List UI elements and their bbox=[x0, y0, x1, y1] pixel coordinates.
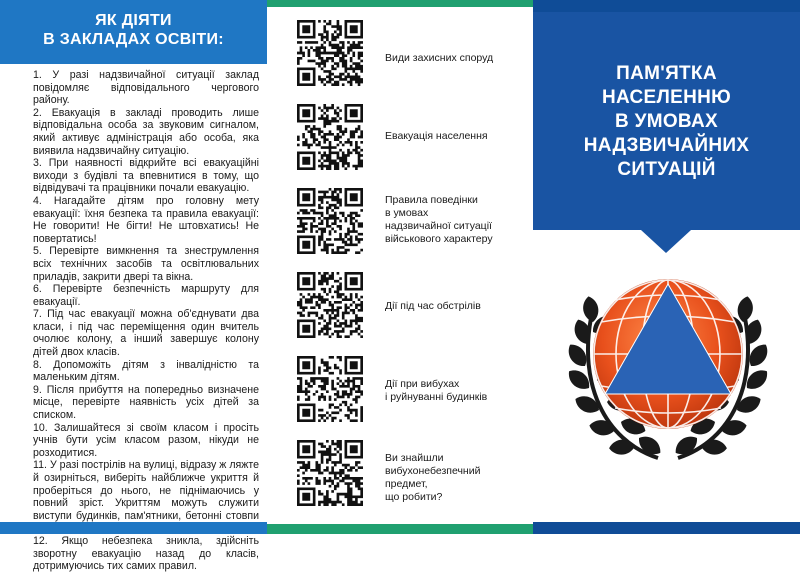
qr-code-icon[interactable] bbox=[297, 20, 363, 86]
instruction-item: 10. Залишайтеся зі своїм класом і просіть учнів бути усім класом разом, нікуди не розходитися. bbox=[33, 421, 259, 459]
title-block-pointer bbox=[641, 230, 691, 253]
right-panel bbox=[533, 0, 800, 534]
qr-label-line: Ви знайшли bbox=[385, 452, 444, 464]
qr-code-pattern bbox=[297, 188, 363, 254]
instructions-list bbox=[33, 69, 259, 573]
qr-label-line: Види захисних споруд bbox=[385, 52, 494, 64]
memo-title-line: ПАМ'ЯТКА bbox=[616, 63, 717, 84]
qr-label-line: Дії при вибухах bbox=[385, 378, 460, 390]
right-top-strip bbox=[533, 0, 800, 12]
qr-label-line: в умовах bbox=[385, 207, 429, 219]
qr-label bbox=[385, 52, 525, 65]
left-bottom-strip bbox=[0, 522, 267, 534]
qr-row-explosive-object[interactable] bbox=[267, 440, 533, 510]
qr-code-pattern bbox=[297, 104, 363, 170]
qr-label bbox=[385, 194, 525, 246]
left-title-line1: ЯК ДІЯТИ bbox=[95, 12, 172, 29]
qr-row-evacuation[interactable] bbox=[267, 104, 533, 174]
qr-code-icon[interactable] bbox=[297, 356, 363, 422]
middle-panel bbox=[267, 0, 533, 534]
qr-code-icon[interactable] bbox=[297, 440, 363, 506]
qr-row-military-rules[interactable] bbox=[267, 188, 533, 258]
qr-label-line: військового характеру bbox=[385, 233, 493, 245]
instruction-item: 2. Евакуація в закладі проводить лише відповідальна особа за звуковим сигналом, який активує адміністрація або особа, яка виявила надзвичайну ситуацію. bbox=[33, 106, 259, 157]
qr-code-pattern bbox=[297, 272, 363, 338]
civil-defense-emblem-icon bbox=[563, 262, 773, 477]
left-panel-header bbox=[0, 0, 267, 64]
left-title-line2: В ЗАКЛАДАХ ОСВІТИ: bbox=[43, 31, 224, 48]
qr-code-pattern bbox=[297, 356, 363, 422]
qr-label-line: Правила поведінки bbox=[385, 194, 478, 206]
memo-title-line: СИТУАЦІЙ bbox=[617, 159, 716, 180]
instruction-item: 5. Перевірте вимкнення та знеструмлення всіх технічних засобів та освітлювальних приладів, закрити двері та вікна. bbox=[33, 245, 259, 283]
instruction-item: 4. Нагадайте дітям про головну мету евакуації: їхня безпека та правила евакуації: Не говорити! Не бігти! Не штовхатись! Не повертатись! bbox=[33, 194, 259, 245]
right-bottom-strip bbox=[533, 522, 800, 534]
memo-title-line: НАСЕЛЕННЮ bbox=[601, 87, 732, 108]
qr-label-line: вибухонебезпечний bbox=[385, 465, 481, 477]
memo-title-line: НАДЗВИЧАЙНИХ bbox=[583, 135, 750, 156]
middle-bottom-strip bbox=[267, 524, 533, 534]
instruction-item: 1. У разі надзвичайної ситуації заклад повідомляє відповідального чергового району. bbox=[33, 69, 259, 107]
instruction-item: 9. Після прибуття на попередньо визначене місце, перевірте наявність усіх дітей за списком. bbox=[33, 383, 259, 422]
instruction-item: 3. При наявності відкрийте всі евакуаційні виходи з будівлі та впевнитися в тому, що відвідувачі та працівники почали евакуацію. bbox=[33, 157, 259, 195]
qr-label bbox=[385, 452, 525, 504]
left-panel bbox=[0, 0, 267, 573]
qr-code-pattern bbox=[297, 440, 363, 506]
qr-label-line: і руйнуванні будинків bbox=[385, 391, 488, 403]
qr-row-shelling[interactable] bbox=[267, 272, 533, 342]
instruction-item: 8. Допоможіть дітям з інвалідністю та маленьким дітям. bbox=[33, 358, 259, 384]
qr-code-icon[interactable] bbox=[297, 188, 363, 254]
qr-row-explosions[interactable] bbox=[267, 356, 533, 426]
qr-label-line: що робити? bbox=[385, 491, 443, 503]
qr-code-icon[interactable] bbox=[297, 272, 363, 338]
qr-label bbox=[385, 130, 525, 143]
qr-label bbox=[385, 300, 525, 313]
instruction-item: 12. Якщо небезпека зникла, здійсніть зворотну евакуацію назад до класів, дотримуючись тих самих правил. bbox=[33, 534, 259, 573]
instruction-item: 7. Під час евакуації можна об'єднувати два класи, і під час переміщення один вчитель очолює колону, а інший завершує колону дітей двох класів. bbox=[33, 308, 259, 359]
qr-label-line: надзвичайної ситуації bbox=[385, 220, 492, 232]
instruction-item: 6. Перевірте безпечність маршруту для евакуації. bbox=[33, 283, 259, 308]
qr-label-line: Дії під час обстрілів bbox=[385, 300, 481, 312]
memo-title bbox=[533, 62, 800, 182]
qr-row-shelters[interactable] bbox=[267, 20, 533, 90]
qr-code-pattern bbox=[297, 20, 363, 86]
qr-label bbox=[385, 378, 525, 404]
qr-label-line: предмет, bbox=[385, 478, 428, 490]
instruction-item: 11. У разі пострілів на вулиці, відразу ж ляжте й озирніться, виберіть найближче укриття й проберіться до нього, не піднімаючись у повний зріст. Укриттям можуть служити виступи будинків, пам'ятники, бетонні стовпи bbox=[33, 459, 259, 522]
qr-code-icon[interactable] bbox=[297, 104, 363, 170]
memo-title-line: В УМОВАХ bbox=[615, 111, 718, 132]
middle-top-strip bbox=[267, 0, 533, 7]
qr-label-line: Евакуація населення bbox=[385, 130, 488, 142]
